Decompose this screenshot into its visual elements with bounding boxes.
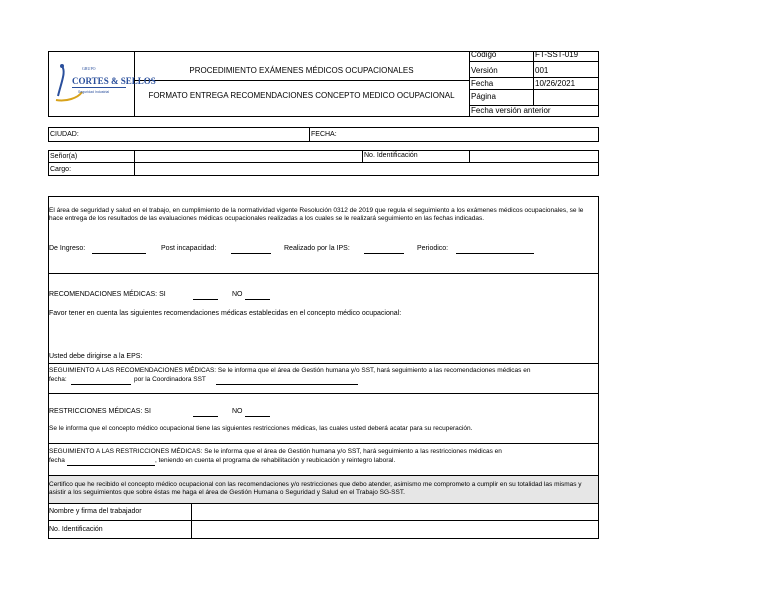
restricciones-no-label: NO: [232, 408, 243, 415]
meta-label-fecha-anterior: Fecha versión anterior: [471, 106, 551, 115]
restricciones-text: Se le informa que el concepto médico ocupacional tiene las siguientes restricciones médicas, las cuales usted deberá acatar para su recuperación.: [49, 425, 473, 432]
seguimiento-rec-coord-label: por la Coordinadora SST: [134, 376, 206, 383]
restricciones-no-input[interactable]: [245, 409, 270, 417]
ciudad-label: CIUDAD:: [50, 131, 79, 138]
post-incapacidad-input[interactable]: [231, 246, 271, 254]
logo-brand-text: CORTES & SELLOS: [72, 76, 156, 86]
senor-label: Señor(a): [50, 153, 78, 160]
seguimiento-rec-fecha-input[interactable]: [71, 377, 131, 385]
certifico-identificacion-input[interactable]: [193, 521, 597, 538]
document-title: PROCEDIMIENTO EXÁMENES MÉDICOS OCUPACIONALES: [189, 66, 414, 75]
identificacion-label: No. Identificación: [364, 152, 418, 159]
restricciones-label: RESTRICCIONES MÉDICAS: SI: [49, 408, 151, 415]
certifico-identificacion-label: No. Identificación: [49, 526, 103, 533]
recomendaciones-no-label: NO: [232, 291, 243, 298]
company-logo: [52, 62, 156, 106]
restricciones-si-input[interactable]: [193, 409, 218, 417]
seguimiento-res-rest-text: , teniendo en cuenta el programa de rehabilitación y reubicación y reintegro laboral.: [155, 457, 396, 464]
periodico-label: Periodico:: [417, 245, 449, 252]
ingreso-label: De Ingreso:: [49, 245, 86, 252]
seguimiento-recomendaciones-text: SEGUIMIENTO A LAS RECOMENDACIONES MÉDICAS: Se le informa que el área de Gestión humana y/o SST, hará seguimiento a las recomendaciones médicas en: [49, 367, 531, 374]
ingreso-input[interactable]: [92, 246, 146, 254]
meta-label-pagina: Página: [471, 92, 496, 101]
seguimiento-rec-coord-input[interactable]: [216, 377, 358, 385]
recomendaciones-no-input[interactable]: [245, 292, 270, 300]
meta-value-codigo: FT-SST-019: [535, 50, 579, 59]
seguimiento-rec-fecha-label: fecha:: [49, 376, 67, 383]
periodico-input[interactable]: [456, 246, 534, 254]
meta-label-fecha: Fecha: [471, 79, 494, 88]
identificacion-input[interactable]: [471, 151, 597, 161]
intro-paragraph: El área de seguridad y salud en el trabajo, en cumplimiento de la normatividad vigente Resolución 0312 de 2019 que regula el seguimiento a los exámenes médicos ocupacionales, se le hace entrega de los resultados de las evaluaciones médicas ocupacionales realizadas a los cuales se le realizará seguimiento en las fechas indicadas.: [49, 207, 584, 222]
logo-tagline-text: Seguridad Industrial: [78, 90, 110, 94]
meta-value-fecha: 10/26/2021: [535, 79, 576, 88]
logo-top-text: GRUPO: [82, 66, 96, 71]
firma-label: Nombre y firma del trabajador: [49, 508, 142, 515]
senor-input[interactable]: [136, 151, 360, 161]
seguimiento-res-fecha-input[interactable]: [67, 458, 155, 466]
seguimiento-res-fecha-label: fecha: [49, 457, 65, 464]
cargo-label: Cargo:: [50, 166, 72, 173]
meta-label-version: Versión: [471, 66, 498, 75]
ips-input[interactable]: [364, 246, 404, 254]
recomendaciones-si-input[interactable]: [193, 292, 218, 300]
recomendaciones-text: Favor tener en cuenta las siguientes recomendaciones médicas establecidas en el concepto médico ocupacional:: [49, 310, 402, 317]
fecha-label: FECHA:: [311, 131, 337, 138]
recomendaciones-label: RECOMENDACIONES MÉDICAS: SI: [49, 291, 166, 298]
ciudad-input[interactable]: [90, 128, 305, 141]
firma-input[interactable]: [193, 504, 597, 519]
cargo-input[interactable]: [136, 163, 597, 175]
eps-label: Usted debe dirigirse a la EPS:: [49, 353, 143, 360]
meta-value-version: 001: [535, 66, 549, 75]
ips-label: Realizado por la IPS:: [284, 245, 350, 252]
seguimiento-restricciones-text: SEGUIMIENTO A LAS RESTRICCIONES MÉDICAS: Se le informa que el área de Gestión humana y/o SST, hará seguimiento a las restricciones médicas en: [49, 448, 502, 455]
meta-label-codigo: Código: [471, 50, 497, 59]
post-incapacidad-label: Post incapacidad:: [161, 245, 217, 252]
document-subtitle: FORMATO ENTREGA RECOMENDACIONES CONCEPTO MEDICO OCUPACIONAL: [148, 91, 455, 100]
certifico-paragraph: Certifico que he recibido el concepto médico ocupacional con las recomendaciones y/o restricciones que debo atender, asimismo me comprometo a cumplir en su totalidad las mismas y asistir a los seguimientos que sobre éstas me haga el área de Gestión Humana o Seguridad y Salud en el Trabajo SG-SST.: [49, 481, 582, 496]
fecha-input[interactable]: [345, 128, 595, 141]
